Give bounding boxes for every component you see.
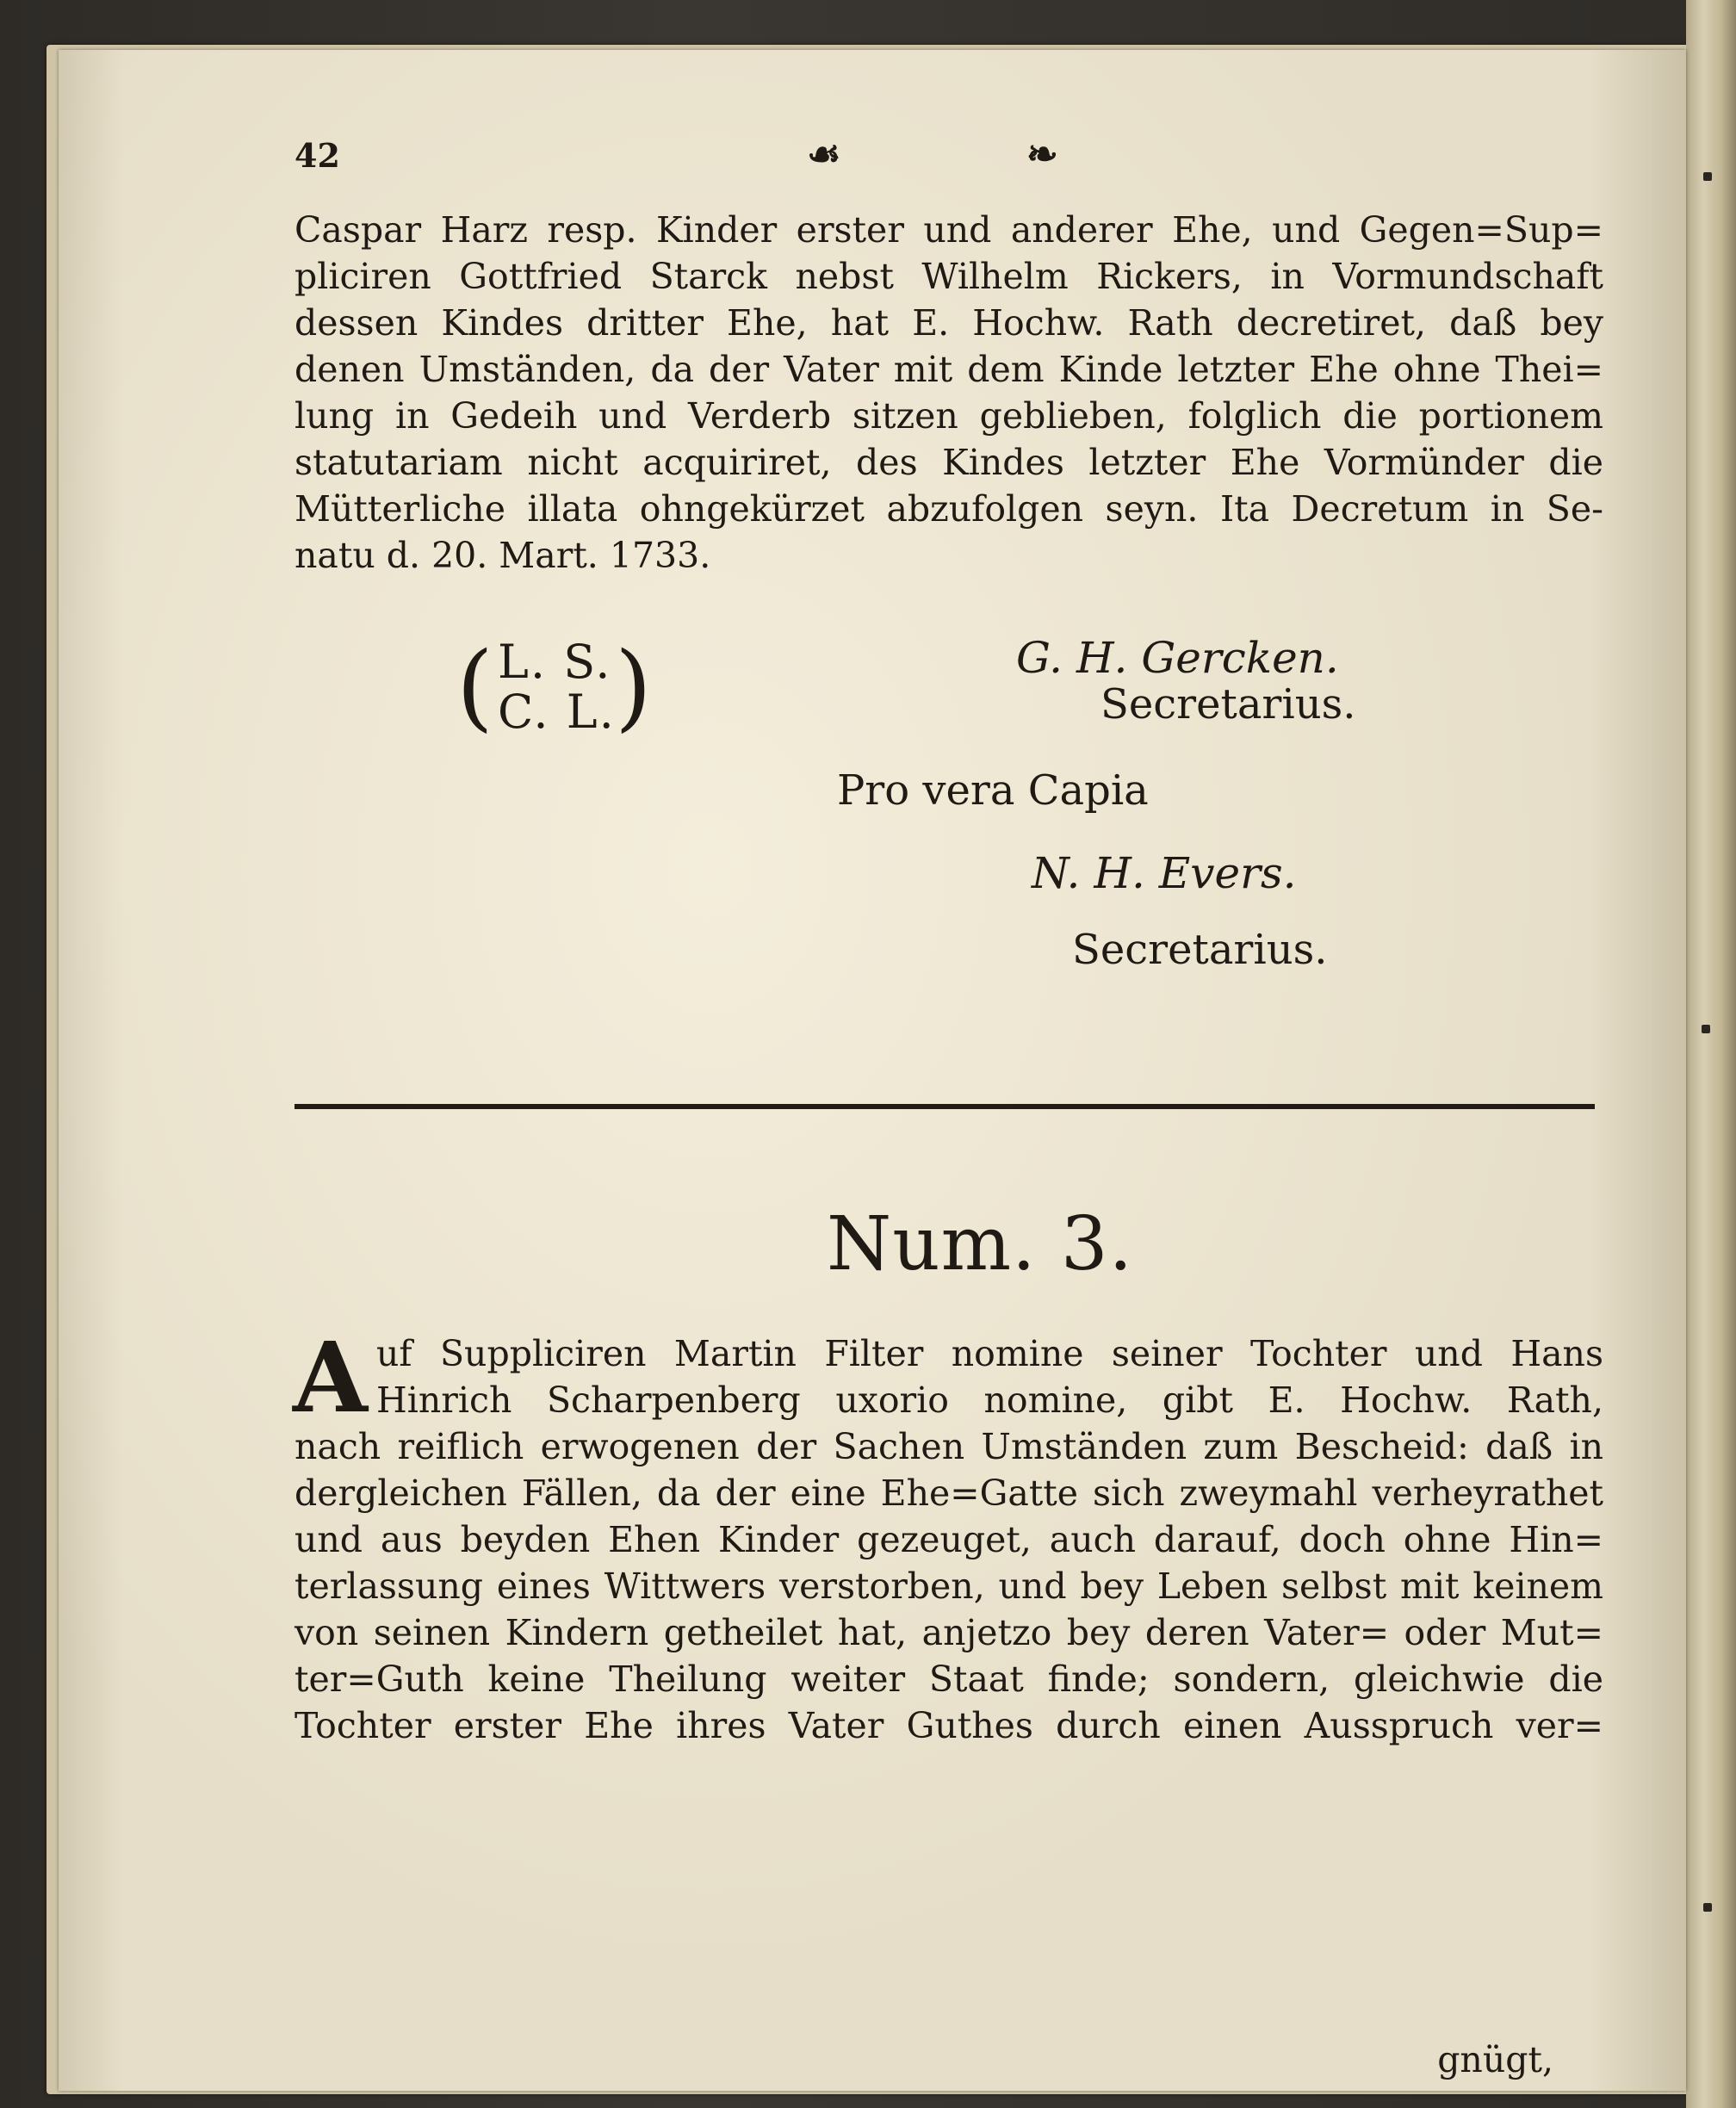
signatory-name: G. H. Gercken. bbox=[1016, 633, 1339, 683]
attestation-name: N. H. Evers. bbox=[1032, 848, 1297, 898]
text-line: Mütterliche illata ohngekürzet abzufolgen seyn. Ita Decretum in Se- bbox=[294, 488, 1603, 530]
text-line: ter=Guth keine Theilung weiter Staat finde; sondern, gleichwie die bbox=[294, 1658, 1603, 1700]
right-bracket-icon: ) bbox=[615, 631, 654, 741]
binding-stitches bbox=[1686, 0, 1736, 2108]
attestation-text: Pro vera Capia bbox=[837, 766, 1149, 815]
seal-line: C. L. bbox=[498, 685, 616, 739]
text-line: Caspar Harz resp. Kinder erster und anderer Ehe, und Gegen=Sup= bbox=[294, 209, 1603, 251]
page-number: 42 bbox=[294, 136, 340, 175]
catchword: gnügt, bbox=[1437, 2039, 1553, 2080]
stitch-mark bbox=[1703, 172, 1712, 181]
text-line: dergleichen Fällen, da der eine Ehe=Gatte sich zweymahl verheyrathet bbox=[294, 1472, 1603, 1514]
stitch-mark bbox=[1703, 1903, 1712, 1912]
decree-paragraph bbox=[294, 207, 1603, 579]
text-line: terlassung eines Wittwers verstorben, und bey Leben selbst mit keinem bbox=[294, 1566, 1603, 1607]
drop-cap: A bbox=[293, 1322, 368, 1435]
left-bracket-icon: ( bbox=[456, 631, 495, 741]
seal-line: L. S. bbox=[498, 635, 612, 689]
signatory-title: Secretarius. bbox=[1100, 680, 1356, 728]
text-line: dessen Kindes dritter Ehe, hat E. Hochw. Rath decretiret, daß bey bbox=[294, 302, 1603, 344]
text-line: nach reiflich erwogenen der Sachen Umständen zum Bescheid: daß in bbox=[294, 1426, 1603, 1467]
text-line: uf Suppliciren Martin Filter nomine seiner Tochter und Hans bbox=[376, 1333, 1603, 1374]
fleuron-ornament-icon: ☙ bbox=[807, 133, 841, 177]
text-line: von seinen Kindern getheilet hat, anjetzo bey deren Vater= oder Mut= bbox=[294, 1612, 1603, 1653]
text-line: Hinrich Scharpenberg uxorio nomine, gibt E. Hochw. Rath, bbox=[376, 1380, 1603, 1421]
text-line: natu d. 20. Mart. 1733. bbox=[294, 535, 711, 576]
seal-mark bbox=[456, 631, 654, 741]
text-line: Tochter erster Ehe ihres Vater Guthes durch einen Ausspruch ver= bbox=[294, 1705, 1603, 1746]
stitch-mark bbox=[1702, 1025, 1710, 1033]
section-divider bbox=[294, 1104, 1595, 1109]
text-line: lung in Gedeih und Verderb sitzen geblieben, folglich die portionem bbox=[294, 395, 1603, 437]
attestation-title: Secretarius. bbox=[1072, 926, 1328, 974]
page-header bbox=[294, 133, 1586, 179]
fleuron-ornament-icon: ❧ bbox=[1026, 133, 1058, 177]
text-line: und aus beyden Ehen Kinder gezeuget, auch darauf, doch ohne Hin= bbox=[294, 1519, 1603, 1560]
section-heading: Num. 3. bbox=[827, 1201, 1133, 1287]
resolution-paragraph bbox=[293, 1322, 1603, 1749]
text-line: pliciren Gottfried Starck nebst Wilhelm Rickers, in Vormundschaft bbox=[294, 256, 1603, 297]
text-line: denen Umständen, da der Vater mit dem Kinde letzter Ehe ohne Thei= bbox=[294, 349, 1603, 390]
text-line: statutariam nicht acquiriret, des Kindes letzter Ehe Vormünder die bbox=[294, 442, 1603, 483]
